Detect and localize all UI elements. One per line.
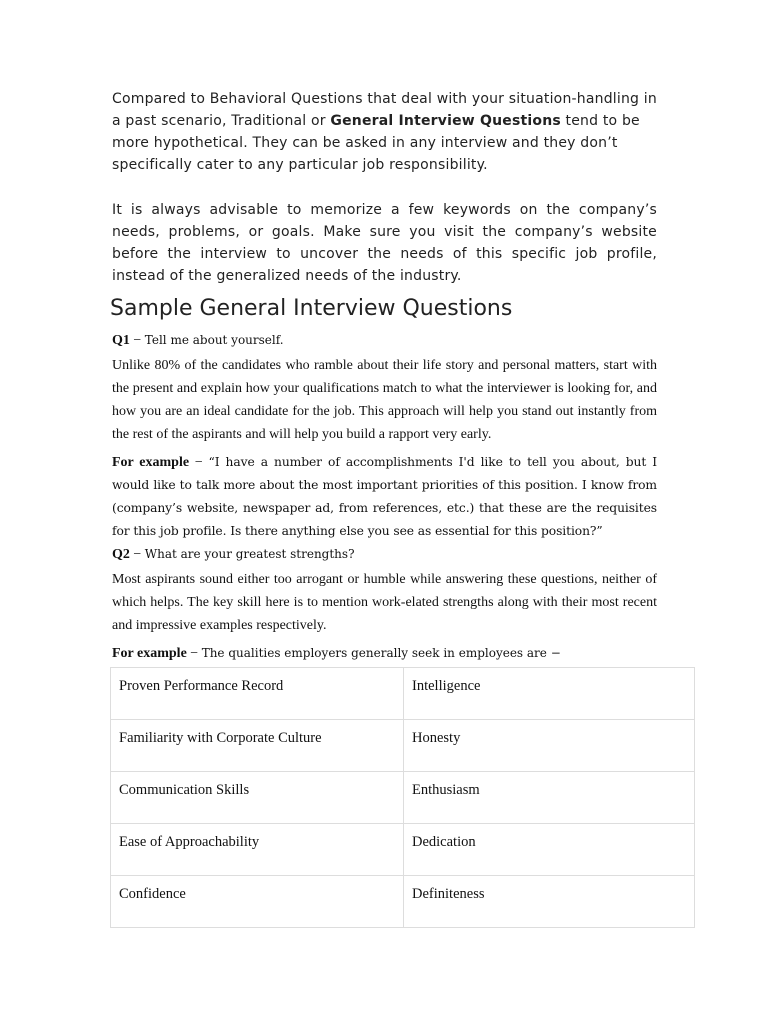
cell-text: Definiteness bbox=[412, 886, 485, 902]
intro-paragraph-1 bbox=[112, 88, 657, 176]
table-row bbox=[111, 668, 695, 720]
cell-text: Confidence bbox=[119, 886, 186, 902]
table-cell bbox=[111, 720, 404, 772]
cell-text: Honesty bbox=[412, 730, 461, 746]
q1-label: Q1 bbox=[112, 333, 130, 348]
table-cell bbox=[404, 720, 695, 772]
table-row bbox=[111, 824, 695, 876]
table-cell bbox=[404, 772, 695, 824]
q2-dash: − bbox=[129, 547, 145, 562]
q1-example bbox=[112, 451, 657, 543]
table-cell bbox=[111, 876, 404, 928]
q1-answer: Unlike 80% of the candidates who ramble about their life story and personal matters, start with the present and explain how your qualifications match to what the interviewer is looking for, and how you are an ideal candidate for the job. This approach will help you stand out instantly from the rest of the aspirants and will help you build a rapport very early. bbox=[112, 358, 657, 442]
section-heading: Sample General Interview Questions bbox=[110, 296, 513, 321]
document-body bbox=[112, 88, 657, 665]
cell-text: Ease of Approachability bbox=[119, 834, 260, 850]
table-cell bbox=[111, 772, 404, 824]
table-row bbox=[111, 772, 695, 824]
q1-example-dash: − bbox=[189, 455, 209, 470]
table-row bbox=[111, 720, 695, 772]
cell-text: Enthusiasm bbox=[412, 782, 480, 798]
q1-example-text: “I have a number of accomplishments I'd like to tell you about, but I would like to talk more about the most important priorities of this position. I know from (company’s website, newspaper ad, from references, etc.) that these are the requisites for this job profile. Is there anything else you see as essential for this position?” bbox=[112, 455, 658, 538]
q1-dash: − bbox=[129, 333, 145, 348]
qualities-table bbox=[110, 667, 695, 928]
q2-example-dash: − bbox=[186, 646, 202, 661]
q2-text: What are your greatest strengths? bbox=[144, 547, 355, 561]
q2-example-text: The qualities employers generally seek in employees are − bbox=[201, 646, 561, 660]
q1-example-label: For example bbox=[112, 455, 190, 470]
table-cell bbox=[404, 668, 695, 720]
table-cell bbox=[111, 824, 404, 876]
intro-paragraph-2: It is always advisable to memorize a few keywords on the company’s needs, problems, or goals. Make sure you visit the company’s website before the interview to uncover the needs of this specific job profile, instead of the generalized needs of the industry. bbox=[112, 202, 657, 284]
table-cell bbox=[404, 824, 695, 876]
q2-answer: Most aspirants sound either too arrogant or humble while answering these questions, neither of which helps. The key skill here is to mention work-elated strengths along with their most recent and impressive examples respectively. bbox=[112, 572, 657, 633]
cell-text: Proven Performance Record bbox=[119, 678, 284, 694]
table-cell bbox=[111, 668, 404, 720]
table-row bbox=[111, 876, 695, 928]
table-cell bbox=[404, 876, 695, 928]
q1-text: Tell me about yourself. bbox=[144, 333, 284, 347]
cell-text: Familiarity with Corporate Culture bbox=[119, 730, 322, 746]
question-1 bbox=[112, 329, 657, 352]
cell-text: Communication Skills bbox=[119, 782, 250, 798]
intro-p1-bold: General Interview Questions bbox=[330, 113, 561, 129]
question-2 bbox=[112, 543, 657, 566]
q2-label: Q2 bbox=[112, 547, 130, 562]
q2-example-label: For example bbox=[112, 646, 187, 661]
cell-text: Dedication bbox=[412, 834, 476, 850]
intro-p1-after: tend to be more hypothetical. They can be asked in any interview and they don’t specifically cater to any particular job responsibility. bbox=[112, 113, 640, 173]
cell-text: Intelligence bbox=[412, 678, 481, 694]
intro-p1-before: Compared to Behavioral Questions that deal with your situation-handling in a past scenario, Traditional or bbox=[112, 91, 657, 129]
q2-example bbox=[112, 642, 657, 665]
